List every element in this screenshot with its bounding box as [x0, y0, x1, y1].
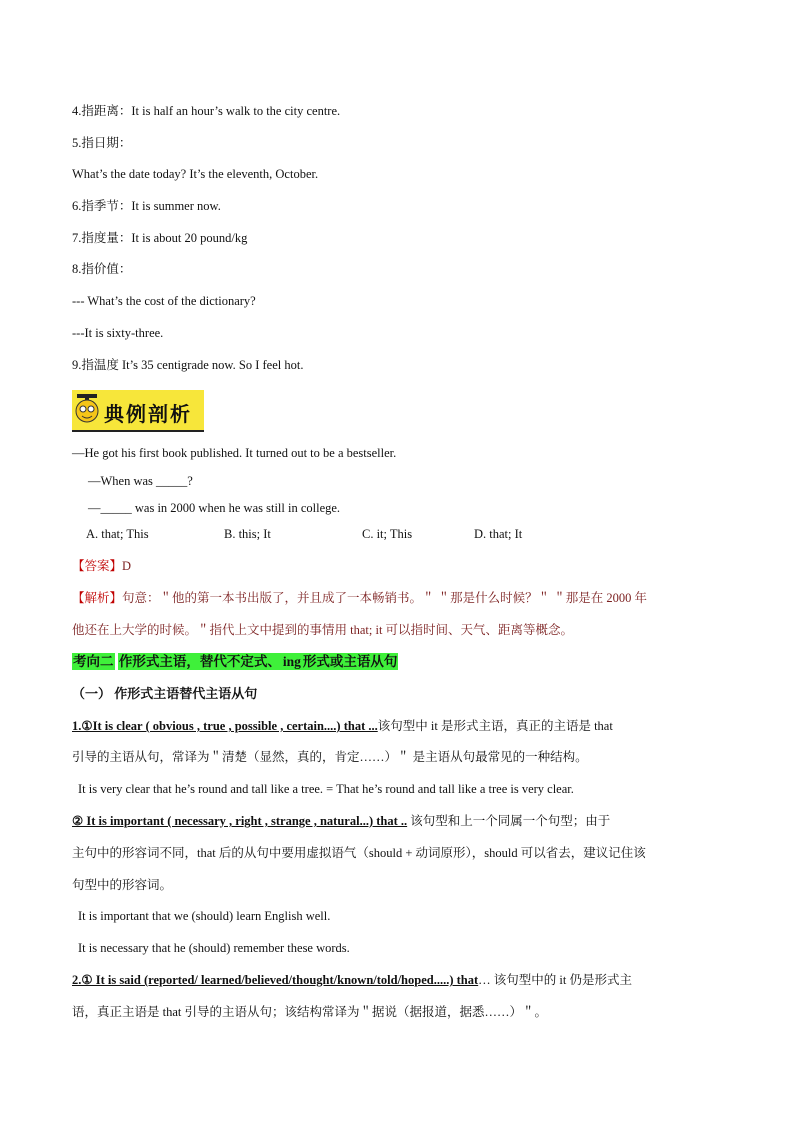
section-heading-2: 考向二 作形式主语，替代不定式、 ing 形式或主语从句 [73, 654, 398, 669]
value-label: 8.指价值： [72, 262, 132, 276]
option-b: B. this; It [224, 527, 271, 541]
point-2-line-3: 句型中的形容词。 [72, 878, 173, 892]
date-label: 5.指日期： [72, 136, 132, 150]
point-2-example-1: It is important that we (should) learn English well. [78, 909, 331, 923]
point-2-line-1: ② It is important ( necessary , right , strange , natural...) that .. 该句型和上一个同属一个句型；由于 [72, 814, 611, 828]
options-row [86, 526, 522, 542]
example-line-2: —When was _____? [88, 474, 193, 488]
point-1-line-1: 1.①It is clear ( obvious , true , possible , certain....) that ...该句型中 it 是形式主语，真正的主语是 that [72, 719, 613, 733]
example-line-1: —He got his first book published. It turned out to be a bestseller. [72, 446, 397, 460]
option-c: C. it; This [362, 527, 413, 541]
analysis-line-2: 他还在上大学的时候。＂指代上文中提到的事情用 that; it 可以指时间、天气、距离等概念。 [72, 623, 574, 637]
point-2-line-2: 主句中的形容词不同，that 后的从句中要用虚拟语气（should + 动词原形），should 可以省去，建议记住该 [72, 846, 646, 860]
analysis-line-1: 【解析】句意：＂他的第一本书出版了，并且成了一本畅销书。＂ ＂那是什么时候？＂ ＂那是在 2000 年 [72, 591, 648, 605]
scholar-icon [74, 394, 100, 424]
subheading-1: （一） 作形式主语替代主语从句 [72, 686, 258, 701]
point-1-line-2: 引导的主语从句，常译为＂清楚（显然，真的，肯定……）＂ 是主语从句最常见的一种结构。 [72, 750, 588, 764]
point-1-example: It is very clear that he’s round and tall like a tree. = That he’s round and tall like a tree is very clear. [78, 782, 574, 796]
temperature-line: 9.指温度 It’s 35 centigrade now. So I feel hot. [72, 358, 304, 372]
value-answer: ---It is sixty-three. [72, 326, 164, 340]
value-question: --- What’s the cost of the dictionary? [72, 294, 256, 308]
option-d: D. that; It [474, 527, 523, 541]
point-3-line-1: 2.① It is said (reported/ learned/believed/thought/known/told/hoped.....) that… 该句型中的 it 仍是形式主 [72, 973, 632, 987]
answer-line: 【答案】D [72, 559, 132, 573]
example-banner [72, 390, 204, 432]
example-line-3: —_____ was in 2000 when he was still in college. [88, 501, 341, 515]
point-2-example-2: It is necessary that he (should) remember these words. [78, 941, 350, 955]
point-3-line-2: 语，真正主语是 that 引导的主语从句；该结构常译为＂据说（据报道，据悉……）＂。 [72, 1005, 547, 1019]
date-example: What’s the date today? It’s the eleventh, October. [72, 167, 319, 181]
option-a: A. that; This [86, 527, 149, 541]
season-line: 6.指季节：It is summer now. [72, 199, 221, 213]
measure-line: 7.指度量：It is about 20 pound/kg [72, 231, 248, 245]
distance-line: 4.指距离：It is half an hour’s walk to the city centre. [72, 104, 341, 118]
banner-title: 典例剖析 [104, 402, 192, 426]
